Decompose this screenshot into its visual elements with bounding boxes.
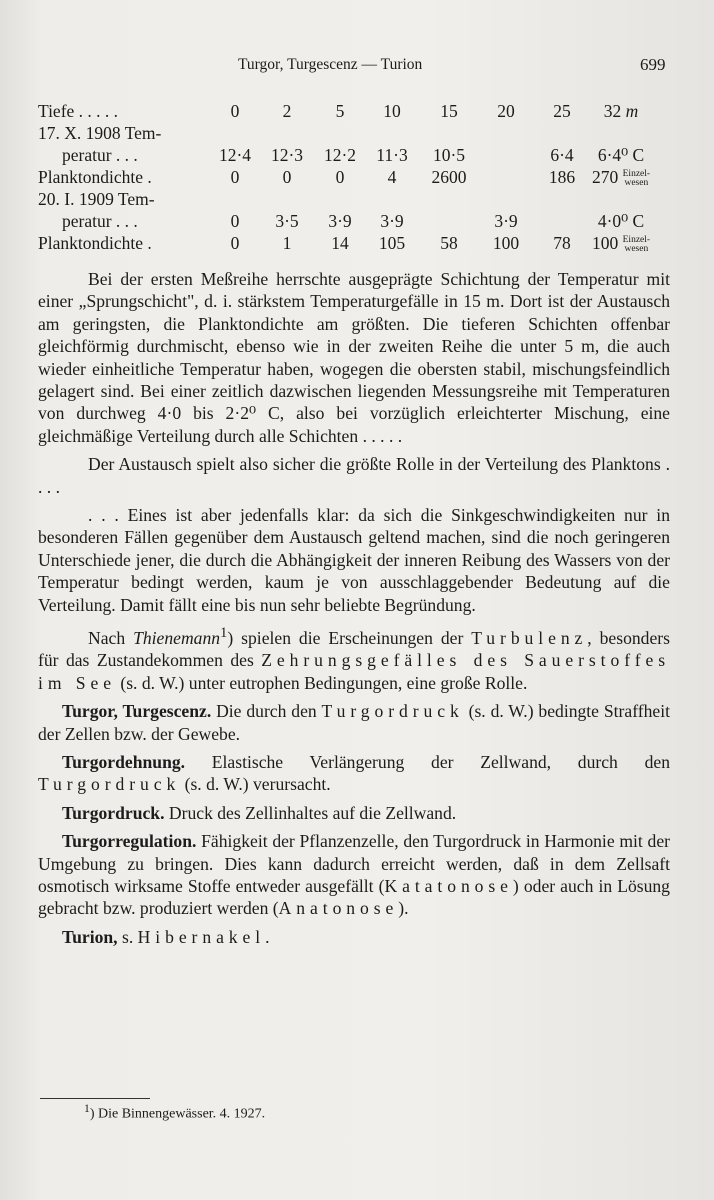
measurement-table bbox=[38, 100, 650, 254]
table-cell: 12·4 bbox=[218, 145, 252, 165]
text-run: , besonders für das Zustandekommen des bbox=[38, 627, 670, 671]
spaced-term: Katatonose bbox=[384, 876, 513, 897]
table-cell: 25 bbox=[553, 101, 571, 121]
text-run: . bbox=[265, 926, 270, 947]
table-cell: 3·5 bbox=[275, 211, 299, 231]
table-cell: 0 bbox=[335, 167, 345, 187]
paragraph-1: Bei der ersten Meßreihe herrschte ausgeprägte Schichtung der Temperatur mit einer „Sprungschicht", d. i. stärkstem Temperaturgefälle in 15 m. Dort ist der Austausch am geringsten, die Planktondichte am größten. Die tieferen Schichten offenbar gleichförmig durchmischt, ebenso wie in der zweiten Reihe die unter 5 m, die auch wieder einheitliche Temperatur haben, wogegen die obersten stabil, mischungsfeindlich gelagert sind. Bei einer zeitlich dazwischen liegenden Messungsreihe mit Temperaturen von durchweg 4·0 bis 2·2⁰ C, also bei vorzüglich erleichterter Mischung, eine gleichmäßige Verteilung durch alle Schichten . . . . . bbox=[38, 269, 670, 446]
table-cell: 0 bbox=[230, 233, 240, 253]
paragraph-3: . . . Eines ist aber jedenfalls klar: da sich die Sinkgeschwindigkeiten nur in besonderen Fällen gegenüber dem Austausch geltend machen, sind die noch geringeren Unterschiede jener, die durch die Abhängigkeit der inneren Reibung des Wassers von der Temperatur bedingt werden, kaum je von ausschlaggebender Bedeutung auf die Verteilung. Damit fällt eine bis nun sehr beliebte Begründung. bbox=[38, 505, 670, 615]
depth-label: Tiefe . . . . . bbox=[38, 101, 119, 121]
spaced-term: Turgordruck bbox=[38, 774, 181, 795]
table-cell: 3·9 bbox=[494, 211, 518, 231]
spaced-term: Anatonose bbox=[278, 898, 399, 919]
table-cell: 0 bbox=[230, 211, 240, 231]
table-cell: 10 bbox=[383, 101, 401, 121]
depth-unit: m bbox=[625, 101, 639, 121]
footnote-number: 1 bbox=[84, 1102, 90, 1115]
unit-note-line1: Einzel- bbox=[622, 234, 651, 245]
entry-headword: Turgor, Turgescenz. bbox=[62, 701, 212, 722]
table-cell: 3·9 bbox=[380, 211, 404, 231]
date-label-2: 20. I. 1909 Tem- bbox=[38, 189, 155, 209]
table-cell: 5 bbox=[335, 101, 345, 121]
table-row-temp1 bbox=[38, 144, 650, 166]
body-text bbox=[38, 268, 670, 954]
table-cell: 12·2 bbox=[323, 145, 357, 165]
table-cell: 0 bbox=[282, 167, 292, 187]
spaced-term: Zehrungsgefälles des Sauerstoffes im See bbox=[38, 650, 670, 693]
paragraph-4 bbox=[38, 622, 670, 694]
table-cell bbox=[592, 100, 650, 122]
text-run: Elastische Verlängerung der Zellwand, durch den bbox=[185, 751, 670, 772]
table-cell: 10·5 bbox=[432, 145, 466, 165]
table-cell bbox=[532, 210, 592, 232]
table-row-plankton2 bbox=[38, 232, 650, 254]
text-run: ) oder auch in Lösung gebracht bzw. produziert werden ( bbox=[38, 876, 670, 919]
plankton-label-2: Planktondichte . bbox=[38, 233, 152, 253]
depth-value: 32 bbox=[603, 101, 622, 121]
footnote-text: ) Die Binnengewässer. 4. 1927. bbox=[89, 1106, 266, 1122]
spaced-term: Turbulenz bbox=[471, 627, 588, 648]
table-cell: 2600 bbox=[431, 167, 467, 187]
table-cell: 3·9 bbox=[328, 211, 352, 231]
text-run: ) spielen die Erscheinungen der bbox=[227, 627, 472, 648]
table-cell bbox=[592, 166, 650, 188]
table-cell: 6·4⁰ C bbox=[597, 145, 645, 165]
table-cell: 12·3 bbox=[270, 145, 304, 165]
dictionary-entry-turgor bbox=[38, 700, 670, 745]
table-cell bbox=[592, 232, 650, 254]
table-cell: 14 bbox=[331, 233, 349, 253]
temp-label-2: peratur . . . bbox=[62, 211, 138, 231]
page-number: 699 bbox=[640, 55, 666, 74]
table-cell: 105 bbox=[378, 233, 406, 253]
spaced-term: Hibernakel bbox=[137, 926, 266, 947]
dictionary-entry-turion bbox=[38, 926, 670, 948]
text-run: (s. d. W.) bedingte Straffheit der Zellen bzw. der Gewebe. bbox=[38, 701, 670, 744]
footnote bbox=[84, 1102, 265, 1123]
text-run: Nach bbox=[88, 627, 134, 648]
text-run: Druck des Zellinhaltes auf die Zellwand. bbox=[164, 802, 457, 823]
table-cell: 20 bbox=[497, 101, 515, 121]
table-cell: 78 bbox=[553, 233, 571, 253]
plankton-value: 100 bbox=[592, 233, 619, 253]
entry-headword: Turion, bbox=[62, 926, 118, 947]
table-cell: 0 bbox=[230, 101, 240, 121]
table-cell: 11·3 bbox=[376, 145, 408, 165]
dictionary-entry-turgordruck bbox=[38, 802, 670, 824]
unit-note-line2: wesen bbox=[624, 177, 649, 188]
dictionary-entry-turgorregulation bbox=[38, 830, 670, 920]
running-title: Turgor, Turgescenz — Turion bbox=[238, 56, 423, 73]
text-run: (s. d. W.) verursacht. bbox=[180, 774, 331, 795]
unit-note-line2: wesen bbox=[624, 243, 649, 254]
footnote-rule bbox=[40, 1098, 150, 1099]
dictionary-entry-turgordehnung bbox=[38, 751, 670, 796]
table-cell: 4·0⁰ C bbox=[597, 211, 645, 231]
plankton-label-1: Planktondichte . bbox=[38, 167, 152, 187]
running-head bbox=[0, 56, 714, 80]
table-cell bbox=[480, 144, 532, 166]
text-run: (s. d. W.) unter eutrophen Bedingungen, eine große Rolle. bbox=[115, 672, 528, 693]
table-row-depth bbox=[38, 100, 650, 122]
table-cell: 0 bbox=[230, 167, 240, 187]
footnote-mark: 1 bbox=[220, 625, 228, 642]
unit-note bbox=[623, 236, 650, 254]
temp-label-1: peratur . . . bbox=[62, 145, 138, 165]
table-row-date2 bbox=[38, 188, 650, 210]
table-cell: 15 bbox=[440, 101, 458, 121]
table-cell: 1 bbox=[282, 233, 292, 253]
table-cell: 186 bbox=[548, 167, 576, 187]
table-row-date1 bbox=[38, 122, 650, 144]
table-cell: 58 bbox=[440, 233, 458, 253]
entry-headword: Turgordruck. bbox=[62, 802, 165, 823]
table-cell: 4 bbox=[387, 167, 397, 187]
text-run: Fähigkeit der Pflanzenzelle, den Turgordruck in Harmonie mit der Umgebung zu bringen. Dies kann dadurch erreicht werden, daß in dem Zellsaft osmotisch wirksame Stoffe entweder ausgefällt ( bbox=[38, 831, 670, 897]
spaced-term: Turgordruck bbox=[321, 701, 464, 722]
entry-headword: Turgorregulation. bbox=[62, 831, 197, 852]
table-cell bbox=[418, 210, 480, 232]
plankton-value: 270 bbox=[592, 167, 619, 187]
unit-note-line1: Einzel- bbox=[622, 168, 651, 179]
paragraph-2: Der Austausch spielt also sicher die größte Rolle in der Verteilung des Planktons . . . . bbox=[38, 454, 670, 497]
author-name: Thienemann bbox=[133, 627, 221, 648]
text-run: ). bbox=[398, 898, 409, 919]
table-cell: 2 bbox=[282, 101, 292, 121]
entry-headword: Turgordehnung. bbox=[62, 751, 186, 772]
table-row-plankton1 bbox=[38, 166, 650, 188]
table-cell: 100 bbox=[492, 233, 520, 253]
table-cell bbox=[480, 166, 532, 188]
unit-note bbox=[623, 170, 650, 188]
text-run: Die durch den bbox=[211, 701, 322, 722]
date-label-1: 17. X. 1908 Tem- bbox=[38, 123, 162, 143]
text-run: s. bbox=[117, 926, 138, 947]
table-row-temp2 bbox=[38, 210, 650, 232]
table-cell: 6·4 bbox=[550, 145, 574, 165]
